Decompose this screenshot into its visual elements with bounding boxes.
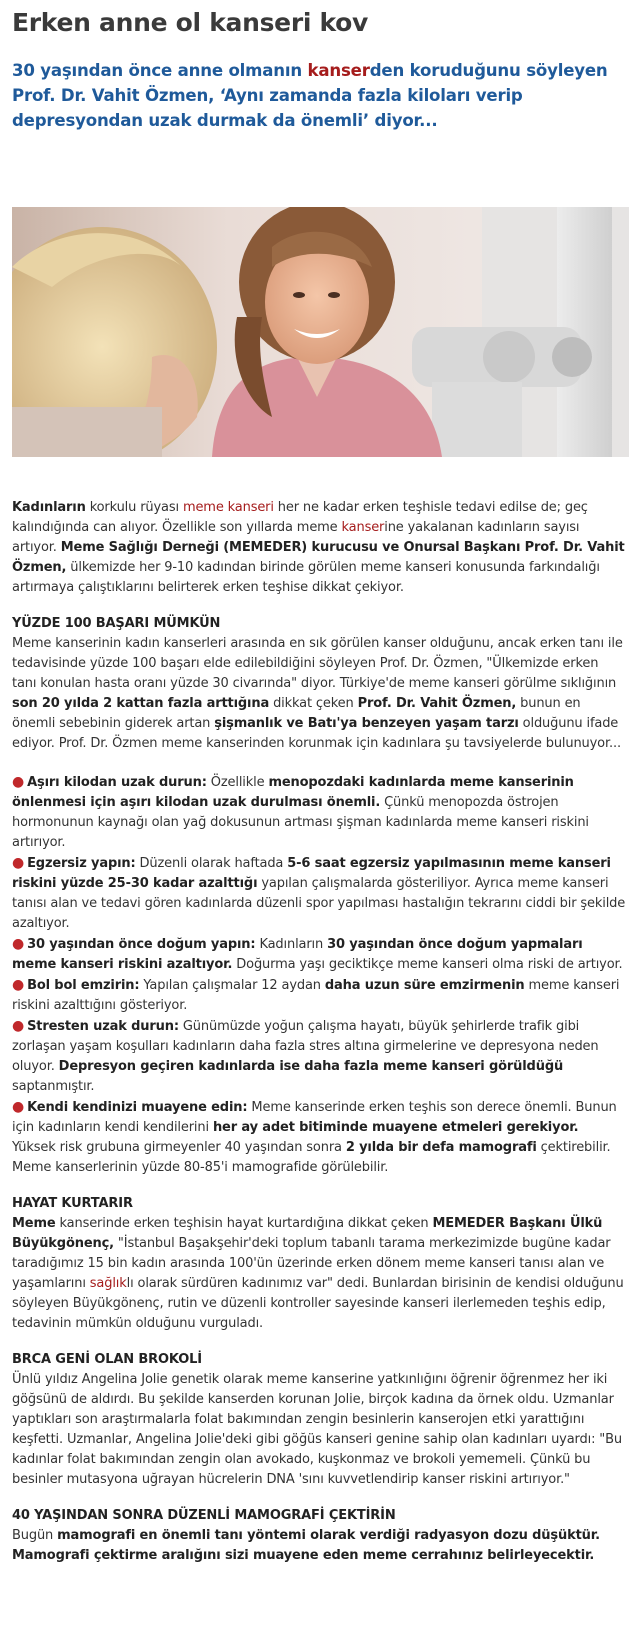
section2-text: "İstanbul Başakşehir'deki toplum tabanlı tarama merkezimizde bugüne kadar taradığımız 15 bin kadın arasında 100'ün üzerinde erken dönem meme kanseri tanısı alan ve yaşamlarını — [12, 1236, 611, 1291]
bullet-dot-icon: ● — [12, 936, 25, 952]
article-body — [12, 498, 626, 1566]
bullet-bold: 2 yılda bir defa mamografi — [345, 1140, 537, 1155]
bullet-dot-icon: ● — [12, 1018, 25, 1034]
section1-bold: Prof. Dr. Vahit Özmen, — [357, 696, 517, 711]
section-heading-brca: BRCA GENİ OLAN BROKOLİ — [12, 1352, 202, 1367]
section-heading-mamografi: 40 YAŞINDAN SONRA DÜZENLİ MAMOGRAFİ ÇEKTİRİN — [12, 1508, 396, 1523]
bullet-dot-icon: ● — [12, 855, 25, 871]
bullet-text: Doğurma yaşı geciktikçe meme kanseri olma riski de artıyor. — [232, 957, 623, 972]
section2-bold: MEMEDER Başkanı Ülkü Büyükgönenç, — [12, 1216, 603, 1251]
bullet-bold: her ay adet bitiminde muayene etmeleri gerekiyor. — [212, 1120, 579, 1135]
section2-bold: Meme — [12, 1216, 56, 1231]
section1-text: olduğunu ifade ediyor. Prof. Dr. Özmen meme kanserinden korunmak için kadınlara şu tavsiyelerde bulunuyor... — [12, 716, 621, 751]
bullet-text: Meme kanserinde erken teşhis son derece önemli. Bunun için kadınların kendi kendilerini — [12, 1100, 617, 1135]
bullet-dot-icon: ● — [12, 977, 25, 993]
intro-bold: Meme Sağlığı Derneği (MEMEDER) kurucusu ve Onursal Başkanı Prof. Dr. Vahit Özmen, — [12, 540, 625, 575]
intro-text: korkulu rüyası — [85, 500, 183, 515]
bullet-item — [12, 975, 626, 1016]
intro-text: her ne kadar erken teşhisle tedavi edilse de; geç kalındığında can alıyor. Özellikle son yıllarda meme — [12, 500, 588, 535]
section1-text: bunun en önemli sebebinin giderek artan — [12, 696, 581, 731]
section1-text: Meme kanserinin kadın kanserleri arasında en sık görülen kanser olduğunu, ancak erken tanı ile tedavisinde yüzde 100 başarı elde edilebildiğini söyleyen Prof. Dr. Özmen, "Ülkemizde erken tanı konulan hasta oranı yüzde 30 civarında" diyor. Türkiye'de meme kanseri görülme sıklığının — [12, 636, 623, 691]
bullet-lead: 30 yaşından önce doğum yapın: — [27, 937, 256, 952]
intro-bold: Kadınların — [12, 500, 86, 515]
section-heading-hayat-kurtarir: HAYAT KURTARIR — [12, 1196, 133, 1211]
intro-text: ülkemizde her 9-10 kadından birinde görülen meme kanseri konusunda farkındalığı artırmaya çalıştıklarını belirterek erken teşhise dikkat çekiyor. — [12, 560, 600, 595]
lead-text: 30 yaşından önce anne olmanın — [12, 61, 308, 80]
bullet-lead: Egzersiz yapın: — [27, 856, 136, 871]
bullet-text: saptanmıştır. — [12, 1079, 95, 1094]
section4-text: Bugün — [12, 1528, 58, 1543]
bullet-item — [12, 934, 626, 975]
bullet-bold: daha uzun süre emzirmenin — [324, 978, 525, 993]
bullet-lead: Kendi kendinizi muayene edin: — [27, 1100, 248, 1115]
bullet-lead: Stresten uzak durun: — [27, 1019, 179, 1034]
bullet-lead: Aşırı kilodan uzak durun: — [27, 775, 207, 790]
bullet-lead: Bol bol emzirin: — [27, 978, 140, 993]
bullet-item — [12, 853, 626, 934]
bullet-text: Düzenli olarak haftada — [135, 856, 288, 871]
bullet-bold: 5-6 saat egzersiz yapılmasının meme kanseri riskini yüzde 25-30 kadar azalttığı — [12, 856, 611, 891]
section2-text: kanserinde erken teşhisin hayat kurtardığına dikkat çeken — [55, 1216, 433, 1231]
bullet-text: Yüksek risk grubuna girmeyenler 40 yaşından sonra — [12, 1140, 346, 1155]
section2-paragraph — [12, 1214, 626, 1334]
bullet-text: yapılan çalışmalarda gösteriliyor. Ayrıca meme kanseri tanısı alan ve tedavi gören kadınlarda düzenli spor yapılması hastalığın tekrarını ciddi bir şekilde azaltıyor. — [12, 876, 626, 931]
section1-text: dikkat çeken — [269, 696, 358, 711]
article-title: Erken anne ol kanseri kov — [12, 8, 369, 37]
lead-text-cont: den koruduğunu söyleyen Prof. Dr. Vahit Özmen, ‘Aynı zamanda fazla kiloları verip depresyondan uzak durmak da önemli’ diyor... — [12, 61, 608, 130]
bullet-bold: 30 yaşından önce doğum yapmaları meme kanseri riskini azaltıyor. — [12, 937, 583, 972]
bullet-text: Günümüzde yoğun çalışma hayatı, büyük şehirlerde trafik gibi zorlaşan yaşam koşulları kadınların daha fazla stres altına girmelerine ve depresyona neden oluyor. — [12, 1019, 599, 1074]
lead-keyword-link[interactable]: kanser — [307, 61, 370, 80]
bullet-bold: Depresyon geçiren kadınlarda ise daha fazla meme kanseri görüldüğü — [58, 1059, 564, 1074]
bullet-text: meme kanseri riskini azalttığını gösteriyor. — [12, 978, 620, 1013]
bullet-bold: menopozdaki kadınlarda meme kanserinin önlenmesi için aşırı kilodan uzak durulması önemli. — [12, 775, 574, 810]
intro-text: ine yakalanan kadınların sayısı artıyor. — [12, 520, 580, 555]
bullet-text: Özellikle — [206, 775, 269, 790]
section1-bold: şişmanlık ve Batı'ya benzeyen yaşam tarzı — [214, 716, 519, 731]
bullet-item — [12, 772, 626, 853]
bullet-text: çektirebilir. Meme kanserlerinin yüzde 80-85'i mamografide görülebilir. — [12, 1140, 611, 1175]
section1-paragraph — [12, 634, 626, 754]
section4-bold: mamografi en önemli tanı yöntemi olarak verdiği radyasyon dozu düşüktür. Mamografi çektirme aralığını sizi muayene eden meme cerrahınız belirleyecektir. — [12, 1528, 600, 1563]
section-heading-yuzde-100: YÜZDE 100 BAŞARI MÜMKÜN — [12, 616, 221, 631]
bullet-text: Yapılan çalışmalar 12 aydan — [139, 978, 325, 993]
bullet-dot-icon: ● — [12, 1099, 25, 1115]
bullet-dot-icon: ● — [12, 774, 25, 790]
section4-paragraph — [12, 1526, 626, 1566]
hero-photo — [12, 207, 629, 457]
bullet-item — [12, 1097, 626, 1178]
article-lead — [12, 58, 624, 133]
mammography-photo-illustration — [12, 207, 629, 457]
kanser-link[interactable]: kanser — [341, 520, 385, 535]
bullet-item — [12, 1016, 626, 1097]
meme-kanseri-link[interactable]: meme kanseri — [182, 500, 274, 515]
section1-bold: son 20 yılda 2 kattan fazla arttığına — [12, 696, 270, 711]
section2-text: lı olarak sürdüren kadınımız var" dedi. Bunlardan birisinin de kendisi olduğunu söyleyen Büyükgönenç, rutin ve düzenli kontroller sayesinde kanseri ilerlemeden teşhis edip, tedavinin mümkün olduğunu vurguladı. — [12, 1276, 624, 1331]
bullet-text: Kadınların — [255, 937, 328, 952]
intro-paragraph — [12, 498, 626, 598]
section3-paragraph: Ünlü yıldız Angelina Jolie genetik olarak meme kanserine yatkınlığını öğrenir öğrenmez her iki göğsünü de aldırdı. Bu şekilde kanserden korunan Jolie, birçok kadına da örnek oldu. Uzmanlar yaptıkları son araştırmalarla folat bakımından zengin besinlerin kanserojen etki yarattığını keşfetti. Uzmanlar, Angelina Jolie'deki gibi göğüs kanseri genine sahip olan kadınları uyardı: "Bu kadınlar folat bakımından zengin olan avokado, kuşkonmaz ve brokoli yememeli. Çünkü bu besinler mutasyona uğrayan hücrelerin DNA 'sını kuvvetlendirip kanser riskini artırıyor." — [12, 1372, 622, 1487]
bullet-text: Çünkü menopozda östrojen hormonunun kaynağı olan yağ dokusunun artması şişman kadınlarda meme kanseri riskini artırıyor. — [12, 795, 589, 850]
saglik-link[interactable]: sağlık — [89, 1276, 127, 1291]
